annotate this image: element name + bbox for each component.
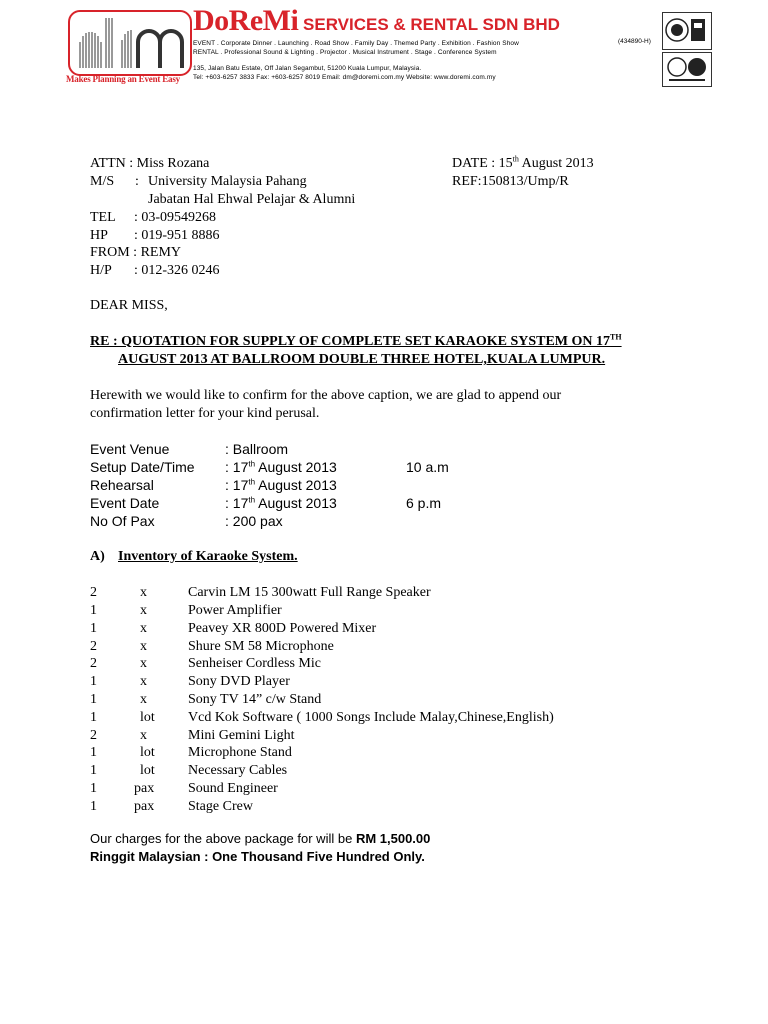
event-post: August 2013 xyxy=(255,495,337,511)
rehearsal-pre: : 17 xyxy=(225,477,249,493)
event-pre: : 17 xyxy=(225,495,249,511)
item-unit: x xyxy=(140,603,147,618)
doremi-logo xyxy=(68,10,192,76)
item-unit: x xyxy=(140,621,147,636)
date-suffix: August 2013 xyxy=(518,156,594,171)
ms-value: University Malaysia Pahang xyxy=(148,174,307,189)
item-unit: x xyxy=(140,674,147,689)
salutation: DEAR MISS, xyxy=(90,298,168,313)
ms-colon: : xyxy=(135,174,139,189)
charges-in-words: Ringgit Malaysian : One Thousand Five Hundred Only. xyxy=(90,849,425,864)
item-qty: 1 xyxy=(90,781,97,796)
item-desc: Power Amplifier xyxy=(188,603,282,618)
item-desc: Sound Engineer xyxy=(188,781,278,796)
event-date-value xyxy=(225,495,337,511)
item-desc: Stage Crew xyxy=(188,799,253,814)
date-line xyxy=(452,156,594,172)
charges-amount: RM 1,500.00 xyxy=(355,831,431,846)
date-prefix: DATE : 15 xyxy=(452,156,513,171)
charges-text: Our charges for the above package for will be xyxy=(90,831,356,846)
item-qty: 2 xyxy=(90,585,97,600)
item-unit: lot xyxy=(140,745,155,760)
item-qty: 1 xyxy=(90,710,97,725)
company-name xyxy=(193,4,560,38)
item-desc: Peavey XR 800D Powered Mixer xyxy=(188,621,377,636)
setup-label: Setup Date/Time xyxy=(90,459,195,475)
hp2-value: : 012-326 0246 xyxy=(134,263,220,278)
event-date-label: Event Date xyxy=(90,495,160,511)
company-contact: Tel: +603-6257 3833 Fax: +603-6257 8019 Email: dm@doremi.com.my Website: www.doremi.com.my xyxy=(193,74,496,81)
item-qty: 1 xyxy=(90,603,97,618)
item-qty: 1 xyxy=(90,745,97,760)
setup-pre: : 17 xyxy=(225,459,249,475)
item-qty: 2 xyxy=(90,728,97,743)
item-desc: Carvin LM 15 300watt Full Range Speaker xyxy=(188,585,431,600)
charges-line xyxy=(90,831,430,847)
subject-line-1 xyxy=(90,334,622,350)
company-reg-no: (434890-H) xyxy=(618,38,651,45)
inventory-section-label: A) xyxy=(90,549,105,564)
item-qty: 1 xyxy=(90,692,97,707)
pax-label: No Of Pax xyxy=(90,513,155,529)
ref-line: REF:150813/Ump/R xyxy=(452,174,569,189)
rehearsal-post: August 2013 xyxy=(255,477,337,493)
intro-line-1: Herewith we would like to confirm for the above caption, we are glad to append our xyxy=(90,388,562,403)
item-desc: Mini Gemini Light xyxy=(188,728,295,743)
rehearsal-sup: th xyxy=(248,477,256,487)
item-qty: 2 xyxy=(90,639,97,654)
item-unit: x xyxy=(140,639,147,654)
event-services-line: EVENT . Corporate Dinner . Launching . Road Show . Family Day . Themed Party . Exhibition . Fashion Show xyxy=(193,40,519,47)
venue-label: Event Venue xyxy=(90,441,170,457)
accreditation-mark-icon xyxy=(663,53,711,86)
from-line: FROM : REMY xyxy=(90,245,182,260)
item-desc: Shure SM 58 Microphone xyxy=(188,639,334,654)
subject-line-2: AUGUST 2013 AT BALLROOM DOUBLE THREE HOTEL,KUALA LUMPUR. xyxy=(118,352,606,367)
hp-label: HP xyxy=(90,228,108,243)
item-unit: lot xyxy=(140,710,155,725)
ms-value-department: Jabatan Hal Ehwal Pelajar & Alumni xyxy=(148,192,356,207)
hp2-label: H/P xyxy=(90,263,112,278)
company-tagline: Makes Planning an Event Easy xyxy=(66,74,180,84)
ms-label: M/S xyxy=(90,174,115,189)
setup-value xyxy=(225,459,337,475)
item-desc: Senheiser Cordless Mic xyxy=(188,656,321,671)
item-unit: x xyxy=(140,585,147,600)
date-sup: th xyxy=(512,154,519,164)
item-qty: 1 xyxy=(90,763,97,778)
item-qty: 1 xyxy=(90,674,97,689)
brand-rest: SERVICES & RENTAL SDN BHD xyxy=(298,15,560,34)
tel-label: TEL xyxy=(90,210,116,225)
attn-line: ATTN : Miss Rozana xyxy=(90,156,210,171)
item-desc: Vcd Kok Software ( 1000 Songs Include Malay,Chinese,English) xyxy=(188,710,554,725)
tel-value: : 03-09549268 xyxy=(134,210,217,225)
company-address: 135, Jalan Batu Estate, Off Jalan Segambut, 51200 Kuala Lumpur, Malaysia. xyxy=(193,65,422,72)
item-qty: 1 xyxy=(90,621,97,636)
brand-main: DoReMi xyxy=(193,4,299,37)
setup-post: August 2013 xyxy=(255,459,337,475)
item-unit: x xyxy=(140,728,147,743)
hp-value: : 019-951 8886 xyxy=(134,228,220,243)
item-qty: 1 xyxy=(90,799,97,814)
subject-sup: TH xyxy=(610,332,622,342)
rehearsal-value xyxy=(225,477,337,493)
inventory-section-title: Inventory of Karaoke System. xyxy=(118,549,298,564)
item-unit: pax xyxy=(134,781,155,796)
intro-line-2: confirmation letter for your kind perusal. xyxy=(90,406,320,421)
certification-seal-icon xyxy=(663,13,711,49)
venue-value: : Ballroom xyxy=(225,441,289,457)
certification-badge-1 xyxy=(662,12,712,50)
item-unit: x xyxy=(140,656,147,671)
item-qty: 2 xyxy=(90,656,97,671)
item-desc: Sony DVD Player xyxy=(188,674,290,689)
subject-text-1: RE : QUOTATION FOR SUPPLY OF COMPLETE SET KARAOKE SYSTEM ON 17 xyxy=(90,334,611,349)
rehearsal-label: Rehearsal xyxy=(90,477,154,493)
event-sup: th xyxy=(248,495,256,505)
dm-logo-icon xyxy=(70,12,190,74)
item-desc: Sony TV 14” c/w Stand xyxy=(188,692,322,707)
item-unit: x xyxy=(140,692,147,707)
pax-value: : 200 pax xyxy=(225,513,283,529)
rental-services-line: RENTAL . Professional Sound & Lighting . Projector . Musical Instrument . Stage . Conference System xyxy=(193,49,497,56)
item-desc: Necessary Cables xyxy=(188,763,288,778)
item-unit: lot xyxy=(140,763,155,778)
event-time: 6 p.m xyxy=(406,495,442,511)
certification-badge-2 xyxy=(662,52,712,87)
item-desc: Microphone Stand xyxy=(188,745,292,760)
item-unit: pax xyxy=(134,799,155,814)
setup-time: 10 a.m xyxy=(406,459,449,475)
setup-sup: th xyxy=(248,459,256,469)
